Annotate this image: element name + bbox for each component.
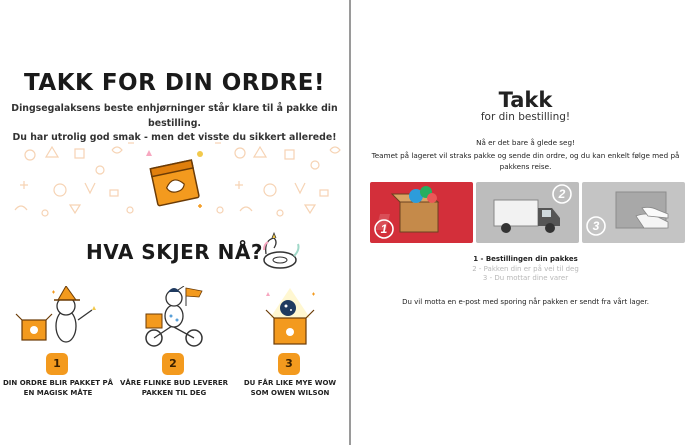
step-3-caption <box>232 378 348 398</box>
left-panel <box>0 0 349 445</box>
hands-package-icon <box>582 182 685 243</box>
what-happens-now-heading: HVA SKJER NÅ? <box>86 240 263 264</box>
step-3 <box>232 286 348 406</box>
step-1-number: 1 <box>46 353 68 375</box>
wizard-unicorn-icon <box>8 286 108 348</box>
warehouse-text: Teamet på lageret vil straks pakke og sende din ordre, og du kan enkelt følge med på pakkens reise. <box>371 151 680 171</box>
intro-line-1: Dingsegalaksens beste enhjørninger står klare til å pakke din bestilling. <box>11 103 338 129</box>
progress-step-3: 3 - Du mottar dine varer <box>482 274 569 282</box>
step-2-caption <box>116 378 232 398</box>
progress-list <box>351 255 700 284</box>
step-card-2-number: 2 <box>558 187 566 201</box>
step-card-3-number: 3 <box>592 219 600 233</box>
step-card-1-number: 1 <box>380 222 388 236</box>
delivery-truck-icon <box>476 182 579 243</box>
gift-box-icon <box>140 146 210 216</box>
step-card-1 <box>370 182 473 243</box>
step-3-number: 3 <box>278 353 300 375</box>
progress-step-2: 2 - Pakken din er på vei til deg <box>472 264 579 273</box>
step-3-caption-line-2: SOM OWEN WILSON <box>250 389 330 397</box>
step-1-caption-line-2: EN MAGISK MÅTE <box>23 389 93 397</box>
step-2-number: 2 <box>162 353 184 375</box>
step-1-caption-line-1: DIN ORDRE BLIR PAKKET PÅ <box>3 379 113 387</box>
step-card-2 <box>476 182 579 243</box>
step-1-caption <box>0 378 116 398</box>
step-2 <box>116 286 232 406</box>
right-panel <box>351 0 700 445</box>
open-box-sparkle-icon <box>240 286 340 348</box>
gift-box-icon <box>370 182 473 243</box>
anticipation-text: Nå er det bare å glede seg! <box>476 138 575 147</box>
takk-subtitle: for din bestilling! <box>480 111 571 123</box>
courier-unicorn-bike-icon <box>124 286 224 348</box>
step-card-3 <box>582 182 685 243</box>
step-1 <box>0 286 116 406</box>
unicorn-float-icon <box>258 232 302 272</box>
step-2-caption-line-1: VÅRE FLINKE BUD LEVERER <box>119 379 229 387</box>
progress-step-1: 1 - Bestillingen din pakkes <box>473 255 578 263</box>
takk-title: Takk <box>498 88 553 112</box>
tracking-email-note: Du vil motta en e-post med sporing når pakken er sendt fra vårt lager. <box>402 298 649 306</box>
thank-you-title: TAKK FOR DIN ORDRE! <box>23 70 325 96</box>
step-3-caption-line-1: DU FÅR LIKE MYE WOW <box>243 379 337 387</box>
step-2-caption-line-2: PAKKEN TIL DEG <box>141 389 207 397</box>
intro-line-2: Du har utrolig god smak - men det visste du sikkert allerede! <box>12 132 337 143</box>
